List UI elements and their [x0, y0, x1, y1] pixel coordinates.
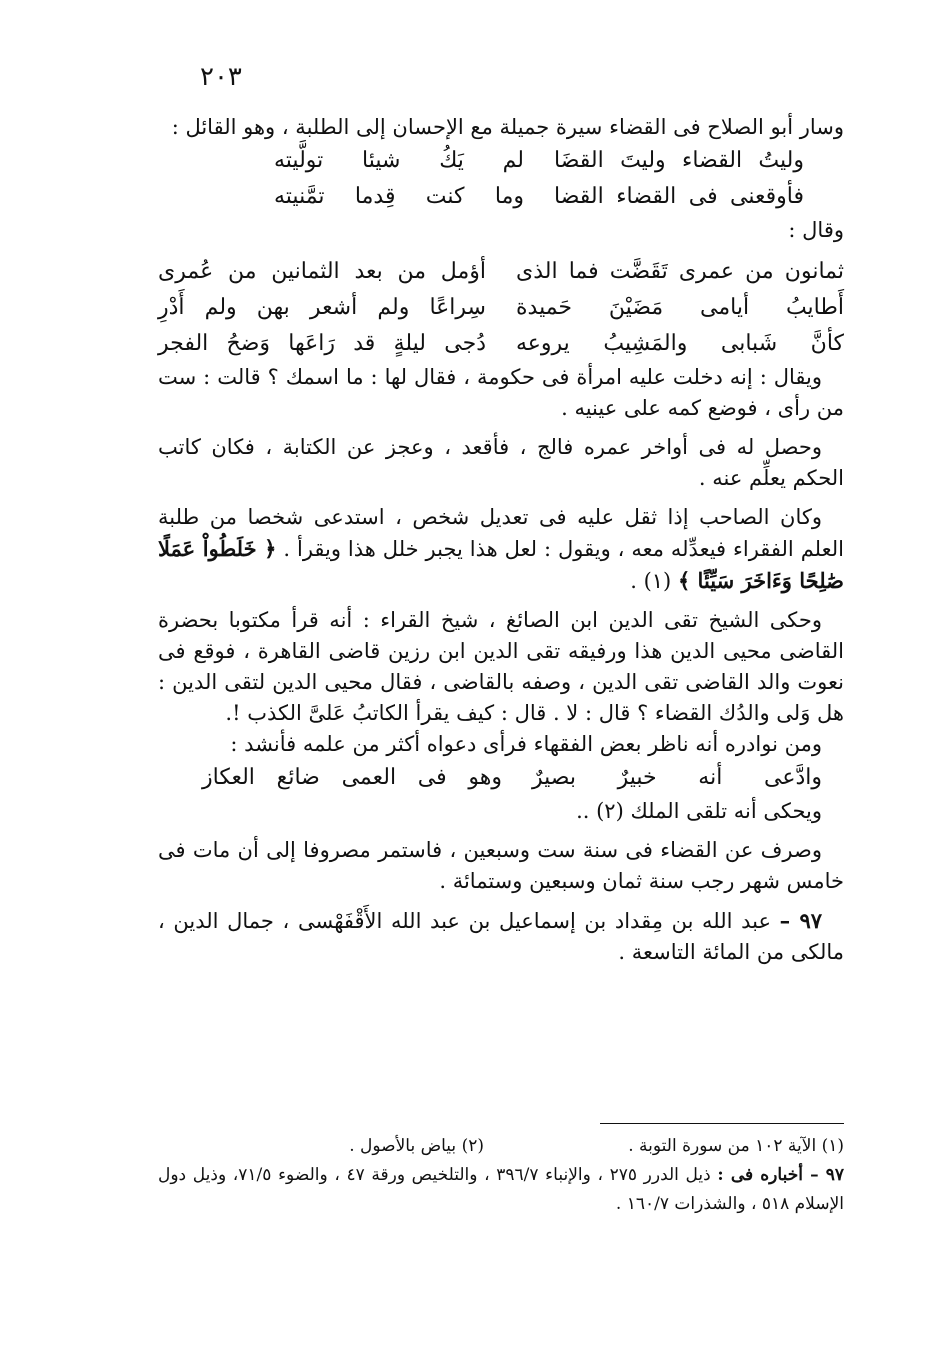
- footnote-2: (٢) بياض بالأصول .: [349, 1136, 484, 1156]
- entry-number: ٩٧ –: [779, 908, 822, 933]
- page-number: ٢٠٣: [200, 62, 242, 92]
- verse-hemistich: ثمانون من عمرى تَقَضَّت فما الذى: [516, 259, 844, 284]
- paragraph-1: وسار أبو الصلاح فى القضاء سيرة جميلة مع الإحسان إلى الطلبة ، وهو القائل :: [171, 115, 844, 139]
- verse-line-5: [158, 326, 844, 362]
- verse-line-6: [158, 760, 844, 796]
- verse-hemistich: أؤمل من بعد الثمانين من عُمرى: [158, 259, 486, 284]
- paragraph-9: وصرف عن القضاء فى سنة ست وسبعين ، فاستمر مصروفا إلى أن مات فى خامس شهر رجب سنة ثمان وسبعين وستمائة .: [158, 838, 844, 893]
- footnote-3-label: ٩٧ – أخباره فى :: [717, 1165, 845, 1185]
- verse-hemistich: سِراعًا ولم أشعر بهن ولم أَدْرِ: [158, 295, 486, 320]
- verse-line-4: [158, 290, 844, 326]
- paragraph-10: [158, 905, 844, 968]
- verse-line-1: [158, 143, 844, 179]
- verse-hemistich: فأوقعنى فى القضاء القضا: [554, 184, 804, 209]
- quran-verse: ﴿ خَلَطُواْ عَمَلًا صَٰلِحًا وَءَاخَرَ سَيِّئًا ﴾: [158, 536, 844, 593]
- verse-hemistich: لم يَكُ شيئا تولَّيته: [274, 148, 524, 173]
- entry-text: عبد الله بن مِقداد بن إسماعيل بن عبد الله الأَقْفَهْسى ، جمال الدين ، مالكى من المائة التاسعة .: [158, 909, 844, 964]
- footnote-divider: [600, 1123, 844, 1124]
- verse-hemistich: دُجى ليلةٍ قد رَاعَها وَضحُ الفجر: [158, 331, 486, 356]
- footnote-ref-1: (١) .: [630, 569, 672, 593]
- paragraph-4: وحصل له فى أواخر عمره فالج ، فأقعد ، وعجز عن الكتابة ، فكان كاتب الحكم يعلِّم عنه .: [158, 435, 844, 490]
- paragraph-2: وقال :: [788, 218, 844, 242]
- verse-hemistich: وادَّعى أنه خبيرٌ بصيرٌ: [532, 765, 822, 790]
- page-body: [158, 112, 844, 968]
- verse-hemistich: وما كنت قِدما تمَّنيته: [274, 184, 524, 209]
- paragraph-8: ويحكى أنه تلقى الملك (٢) ..: [576, 799, 822, 823]
- verse-hemistich: أَطايبُ أيامى مَضَيْنَ حَميدة: [516, 295, 844, 320]
- footnote-1: (١) الآية ١٠٢ من سورة التوبة .: [628, 1136, 844, 1156]
- footnotes: [158, 1132, 844, 1219]
- paragraph-5: [158, 502, 844, 597]
- verse-line-3: [158, 254, 844, 290]
- footnote-3: [158, 1161, 844, 1219]
- verse-hemistich: وليتُ القضاء وليتَ القضَا: [554, 148, 804, 173]
- paragraph-6: وحكى الشيخ تقى الدين ابن الصائغ ، شيخ القراء : أنه قرأ مكتوبا بحضرة القاضى محيى الدين هذا ورفيقه تقى الدين ابن رزين قاضى القاهرة ، فوقع فى نعوت والد القاضى تقى الدين ، وصفه بالقاضى ، فقال محيى الدين لتقى الدين : هل وَلى والدُك القضاء ؟ قال : لا . قال : كيف يقرأ الكاتبُ عَلىَّ الكذب !.: [158, 608, 844, 725]
- verse-hemistich: كأنَّ شَبابى والمَشِيبُ يروعه: [516, 331, 844, 356]
- verse-line-2: [158, 179, 844, 215]
- verse-hemistich: وهو فى العمى ضائع العكاز: [202, 765, 502, 790]
- paragraph-7: ومن نوادره أنه ناظر بعض الفقهاء فرأى دعواه أكثر من علمه فأنشد :: [230, 732, 822, 756]
- footnote-3-text: ذيل الدرر ٢٧٥ ، والإنباء ٣٩٦/٧ ، والتلخيص ورقة ٤٧ ، والضوء ٧١/٥، وذيل دول الإسلام ٥١٨ ، والشذرات ١٦٠/٧ .: [158, 1165, 844, 1214]
- footnote-row: [158, 1132, 844, 1161]
- paragraph-3: ويقال : إنه دخلت عليه امرأة فى حكومة ، فقال لها : ما اسمك ؟ قالت : ست من رأى ، فوضع كمه على عينيه .: [158, 365, 844, 420]
- paragraph-5-text: وكان الصاحب إذا ثقل عليه فى تعديل شخص ، استدعى شخصا من طلبة العلم الفقراء فيعدِّله معه ، ويقول : لعل هذا يجبر خلل هذا ويقرأ .: [158, 505, 844, 561]
